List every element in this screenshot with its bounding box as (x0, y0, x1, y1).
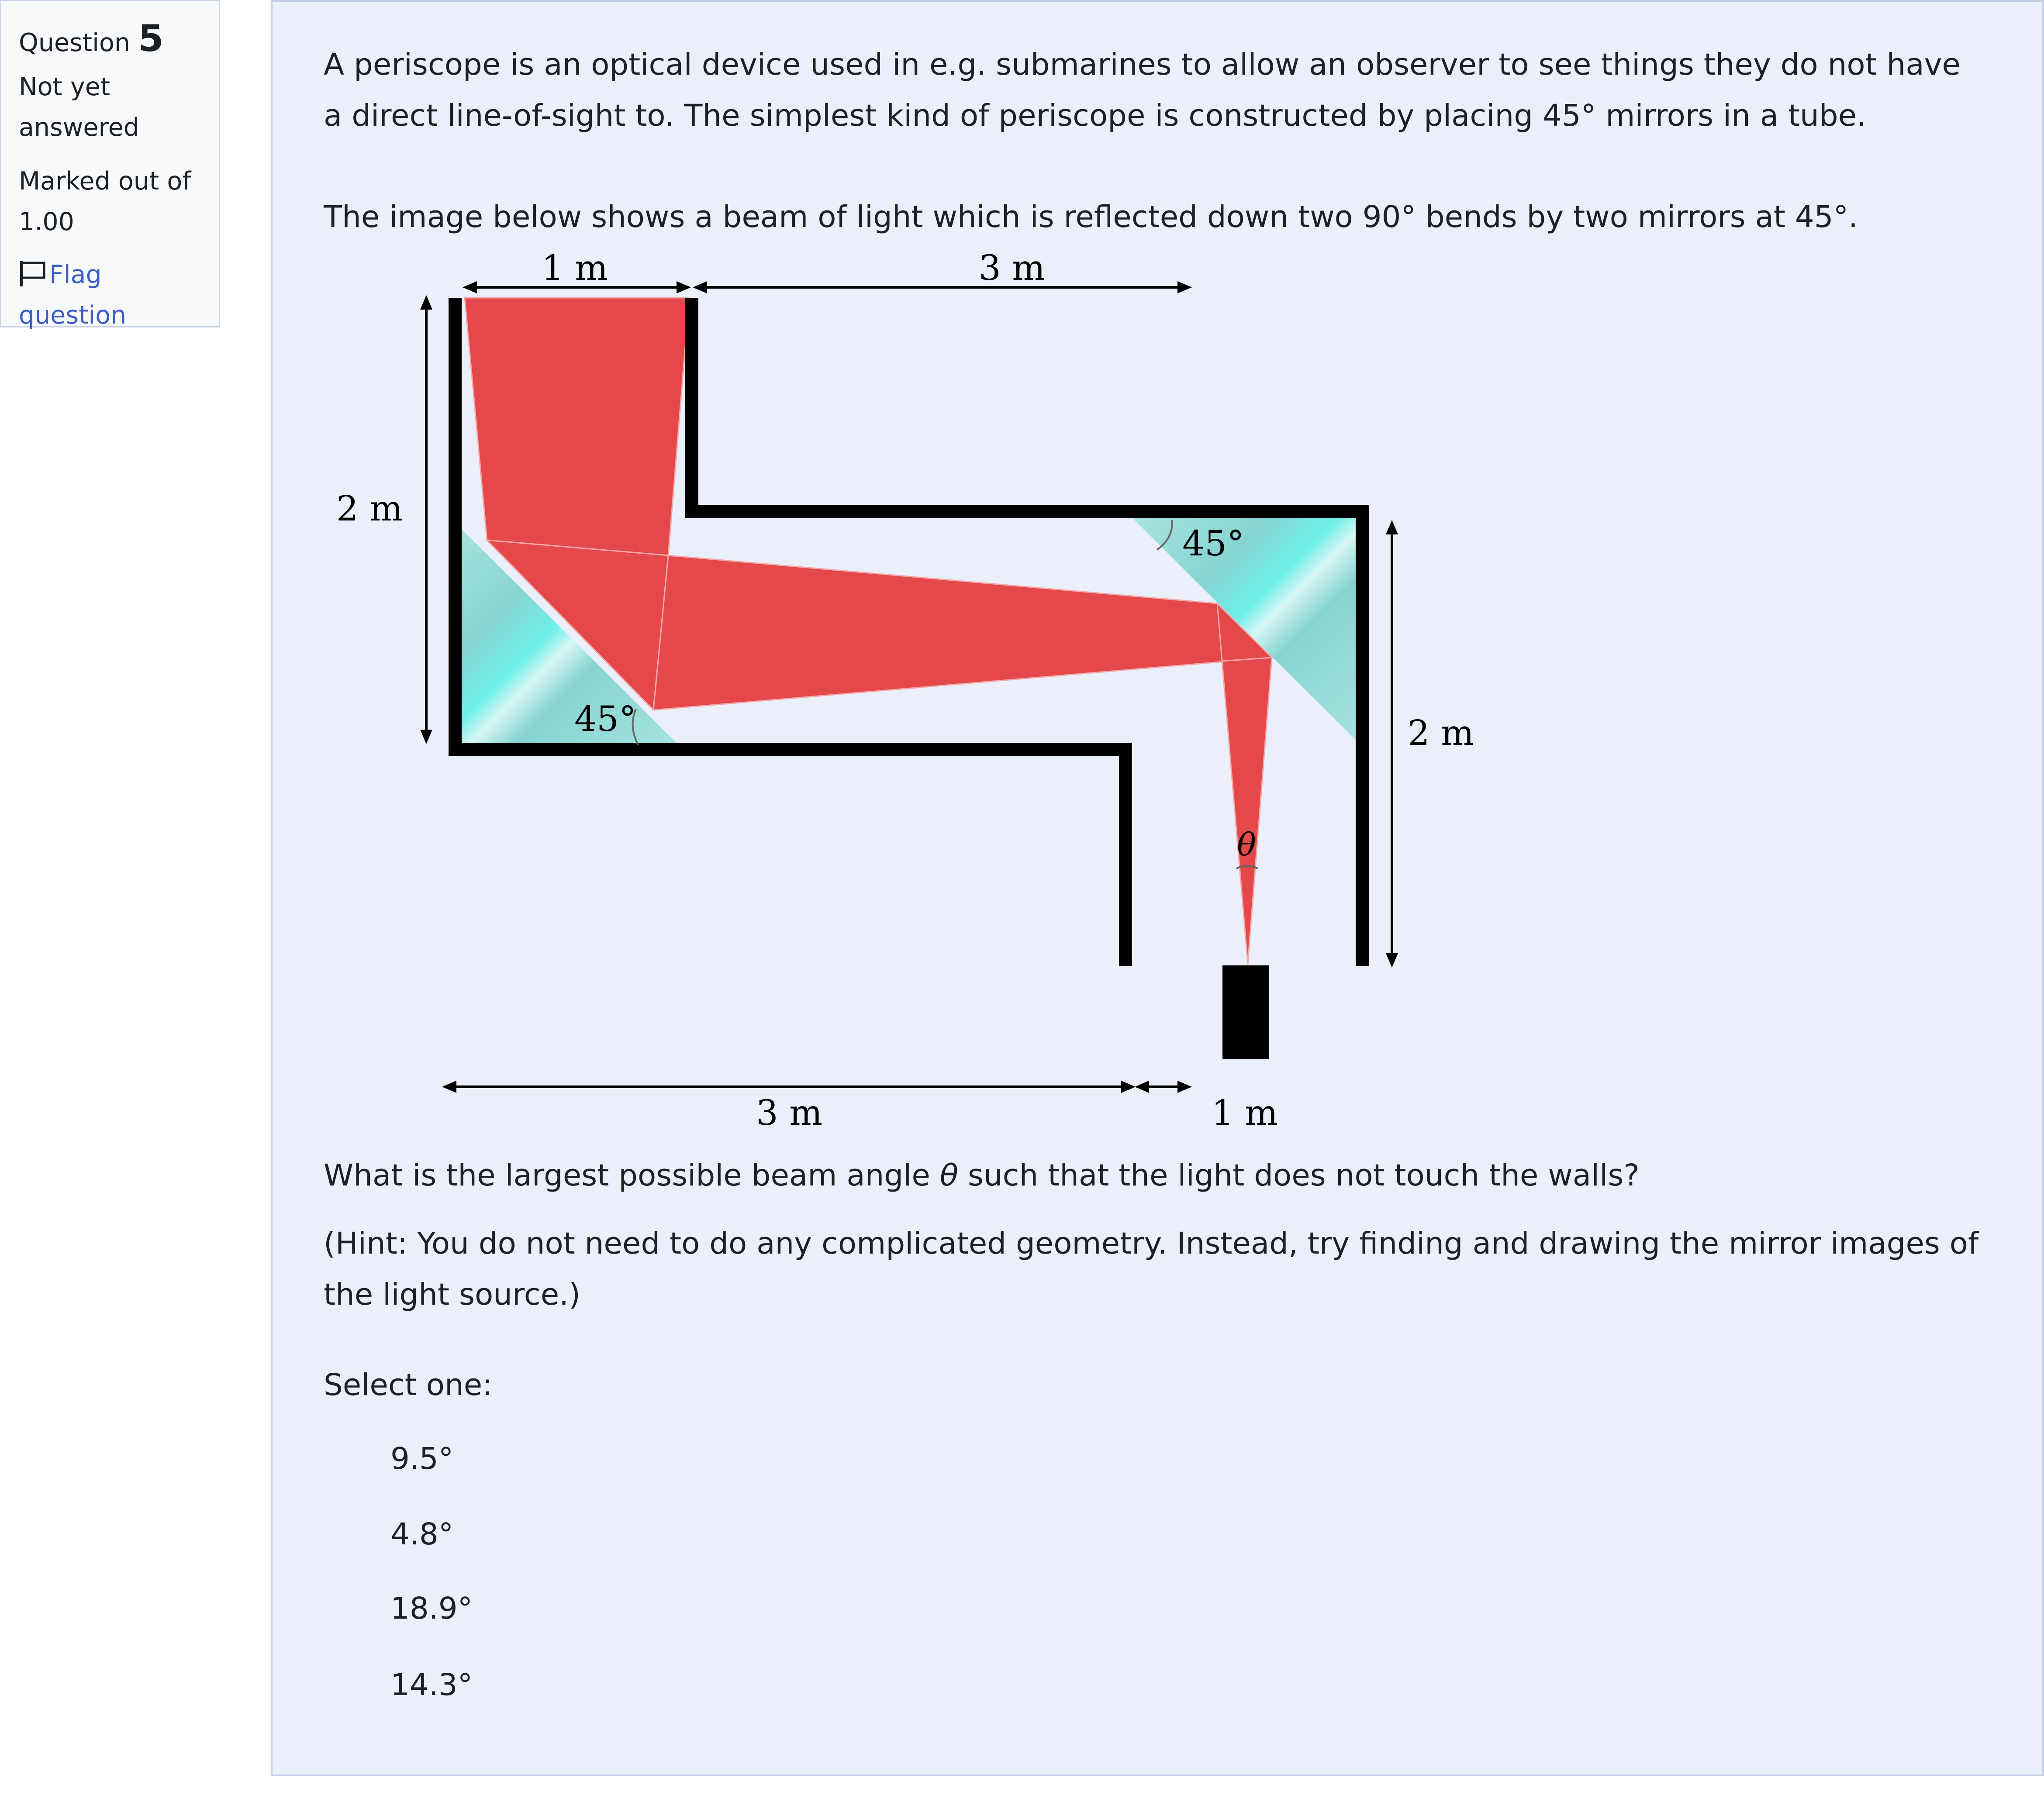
question-number: 5 (138, 17, 164, 60)
periscope-diagram (273, 2, 1757, 1154)
flag-icon (19, 260, 49, 289)
right-height-label: 2 m (1407, 713, 1474, 753)
intro-paragraph: A periscope is an optical device used in e.g. submarines to allow an observer to see things they do not have a direct line-of-sight to. The simplest kind of periscope is constructed by placing 45° mirrors in a tube. (324, 47, 1961, 133)
prompt-suffix: such that the light does not touch the walls? (958, 1158, 1640, 1193)
answer-option-d[interactable]: 14.3° (390, 1668, 473, 1702)
top-width-label: 1 m (541, 248, 608, 288)
select-one-label: Select one: (324, 1368, 493, 1402)
figure-description: The image below shows a beam of light which is reflected down two 90° bends by two mirrors at 45°. (324, 200, 1858, 234)
beam-angle-label: θ (1237, 826, 1256, 863)
question-content-panel (271, 0, 2044, 1776)
answer-option-b[interactable]: 4.8° (390, 1517, 454, 1552)
right-mirror-angle-label: 45° (1182, 523, 1244, 564)
question-grade: Marked out of 1.00 (19, 167, 191, 236)
left-mirror-angle-label: 45° (574, 699, 636, 739)
left-height-label: 2 m (336, 488, 403, 529)
flag-question-link[interactable] (19, 255, 202, 336)
light-source (1222, 965, 1269, 1059)
bottom-width-label: 1 m (1211, 1092, 1278, 1133)
answer-option-a[interactable]: 9.5° (390, 1441, 454, 1476)
flag-question-label: Flag question (19, 260, 127, 330)
bottom-length-label: 3 m (756, 1092, 823, 1133)
question-state: Not yet answered (19, 72, 139, 142)
light-beam (465, 298, 1272, 964)
top-length-label: 3 m (978, 248, 1046, 288)
question-prompt (324, 1150, 1983, 1201)
question-label: Question (19, 28, 130, 57)
prompt-theta: θ (939, 1158, 958, 1193)
question-info-panel (0, 0, 220, 330)
prompt-prefix: What is the largest possible beam angle (324, 1158, 940, 1193)
question-number-heading (19, 19, 219, 62)
answer-option-c[interactable]: 18.9° (390, 1591, 473, 1626)
hint-text: (Hint: You do not need to do any complicated geometry. Instead, try finding and drawing the mirror images of the light source.) (324, 1226, 1979, 1312)
